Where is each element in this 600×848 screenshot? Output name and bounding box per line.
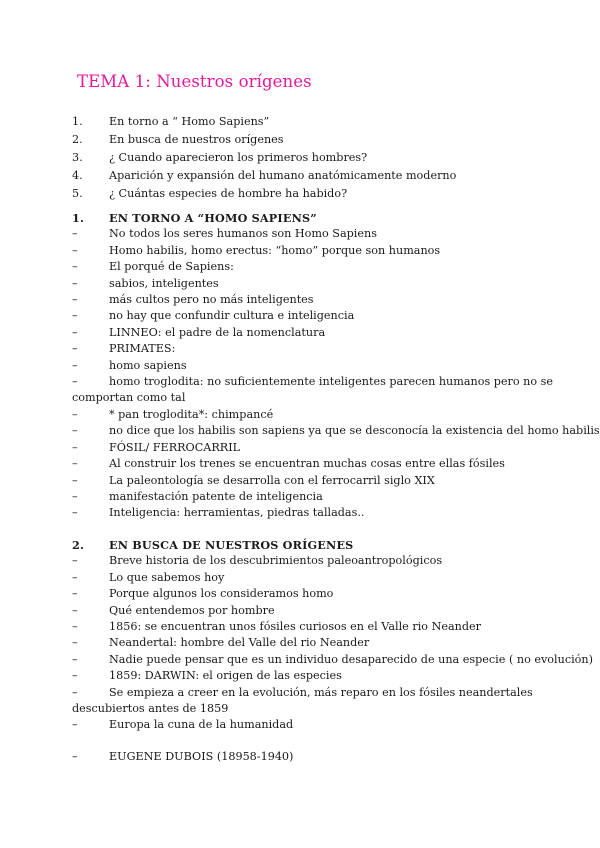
section-2-heading	[72, 537, 588, 553]
list-item-text: Nadie puede pensar que es un individuo desaparecido de una especie ( no evolución)	[109, 652, 593, 666]
toc-item-number: 4.	[72, 169, 83, 182]
bullet-dash: –	[72, 669, 78, 683]
toc-item	[72, 149, 592, 167]
bullet-dash: –	[72, 358, 78, 372]
list-item	[72, 243, 588, 259]
bullet-dash: –	[72, 276, 78, 290]
bullet-dash: –	[72, 603, 78, 617]
list-item	[72, 652, 593, 668]
bullet-dash: –	[72, 342, 78, 356]
list-item	[72, 226, 588, 242]
bullet-dash: –	[72, 570, 78, 584]
toc-item-text: En busca de nuestros orígenes	[109, 133, 284, 146]
list-item-text: Inteligencia: herramientas, piedras talladas..	[109, 506, 365, 520]
bullet-dash: –	[72, 375, 78, 389]
list-item	[72, 341, 588, 357]
bullet-dash: –	[72, 325, 78, 339]
list-item	[72, 717, 588, 733]
list-item-text: 1856: se encuentran unos fósiles curiosos en el Valle rio Neander	[109, 620, 481, 634]
list-item-text: Se empieza a creer en la evolución, más reparo en los fósiles neandertales descubiertos antes de 1859	[72, 685, 533, 716]
bullet-dash: –	[72, 424, 78, 438]
list-item-text: Europa la cuna de la humanidad	[109, 718, 294, 732]
list-item	[72, 358, 588, 374]
list-item	[72, 325, 588, 341]
list-item-text: No todos los seres humanos son Homo Sapiens	[109, 227, 377, 241]
list-item	[72, 489, 588, 505]
list-item-text: La paleontología se desarrolla con el ferrocarril siglo XIX	[109, 473, 435, 487]
list-item-text: FÓSIL/ FERROCARRIL	[109, 440, 241, 454]
toc-item-text: ¿ Cuántas especies de hombre ha habido?	[109, 187, 348, 200]
list-item	[72, 553, 588, 569]
bullet-dash: –	[72, 620, 78, 634]
bullet-dash: –	[72, 554, 78, 568]
list-item-text: homo sapiens	[109, 358, 187, 372]
bullet-dash: –	[72, 587, 78, 601]
toc-item	[72, 131, 592, 149]
list-item-text: * pan troglodita*: chimpancé	[109, 407, 274, 421]
toc-item-number: 3.	[72, 151, 83, 164]
toc-item-text: ¿ Cuando aparecieron los primeros hombres?	[109, 151, 368, 164]
list-item-text: sabios, inteligentes	[109, 276, 219, 290]
list-item-text: EUGENE DUBOIS (18958-1940)	[109, 750, 294, 763]
list-item	[72, 570, 588, 586]
list-item	[72, 456, 588, 472]
list-item	[72, 407, 588, 423]
list-item	[72, 619, 588, 635]
bullet-dash: –	[72, 440, 78, 454]
list-item-text: El porqué de Sapiens:	[109, 260, 234, 274]
bullet-dash: –	[72, 718, 78, 732]
bullet-dash: –	[72, 260, 78, 274]
list-item-extra	[72, 749, 293, 765]
toc-item-text: En torno a “ Homo Sapiens”	[109, 115, 270, 128]
list-item-text: no hay que confundir cultura e inteligencia	[109, 309, 355, 323]
list-item-text: más cultos pero no más inteligentes	[109, 293, 314, 307]
list-item-text: LINNEO: el padre de la nomenclatura	[109, 325, 326, 339]
toc-item	[72, 167, 592, 185]
section-1-heading	[72, 210, 588, 226]
list-item	[0, 374, 588, 407]
list-item	[72, 505, 588, 521]
list-item-text: Lo que sabemos hoy	[109, 570, 225, 584]
list-item-text: Porque algunos los consideramos homo	[109, 587, 334, 601]
bullet-dash: –	[72, 636, 78, 650]
toc-item-number: 5.	[72, 187, 83, 200]
toc-item-text: Aparición y expansión del humano anatómicamente moderno	[109, 169, 457, 182]
bullet-dash: –	[72, 227, 78, 241]
list-item	[0, 685, 588, 718]
bullet-dash: –	[72, 506, 78, 520]
list-item-text: Breve historia de los descubrimientos paleoantropológicos	[109, 554, 443, 568]
bullet-dash: –	[72, 685, 78, 699]
bullet-dash: –	[72, 750, 78, 763]
list-item-text: homo troglodita: no suficientemente inteligentes parecen humanos pero no se comportan como tal	[72, 375, 554, 405]
list-item	[72, 292, 588, 308]
list-item	[72, 586, 588, 602]
list-item-text: Qué entendemos por hombre	[109, 603, 275, 617]
list-item	[72, 308, 588, 324]
toc-item-number: 2.	[72, 133, 83, 146]
list-item	[72, 668, 588, 684]
section-1-title: EN TORNO A “HOMO SAPIENS”	[109, 211, 317, 225]
toc-item-number: 1.	[72, 115, 83, 128]
bullet-dash: –	[72, 473, 78, 487]
toc-item	[72, 113, 592, 131]
section-2	[72, 537, 593, 734]
toc-item	[72, 185, 592, 203]
list-item-text: no dice que los habilis son sapiens ya que se desconocía la existencia del homo habilis	[109, 424, 600, 438]
section-2-title: EN BUSCA DE NUESTROS ORÍGENES	[109, 538, 354, 552]
bullet-dash: –	[72, 489, 78, 503]
list-item	[72, 259, 588, 275]
bullet-dash: –	[72, 407, 78, 421]
list-item-text: PRIMATES:	[109, 342, 176, 356]
list-item	[72, 473, 588, 489]
section-2-number: 2.	[72, 538, 85, 552]
list-item	[72, 635, 588, 651]
list-item	[72, 603, 588, 619]
list-item-text: 1859: DARWIN: el origen de las especies	[109, 669, 342, 683]
list-item	[72, 276, 588, 292]
table-of-contents	[72, 113, 592, 203]
bullet-dash: –	[72, 652, 78, 666]
list-item-text: Neandertal: hombre del Valle del rio Neander	[109, 636, 370, 650]
bullet-dash: –	[72, 309, 78, 323]
list-item-text: Al construir los trenes se encuentran muchas cosas entre ellas fósiles	[109, 457, 505, 471]
section-1	[72, 210, 600, 522]
list-item	[72, 440, 588, 456]
list-item	[72, 423, 600, 439]
section-1-number: 1.	[72, 211, 85, 225]
bullet-dash: –	[72, 243, 78, 257]
bullet-dash: –	[72, 293, 78, 307]
list-item-text: Homo habilis, homo erectus: “homo” porque son humanos	[109, 243, 441, 257]
list-item-text: manifestación patente de inteligencia	[109, 489, 323, 503]
bullet-dash: –	[72, 457, 78, 471]
page-title: TEMA 1: Nuestros orígenes	[77, 72, 312, 91]
